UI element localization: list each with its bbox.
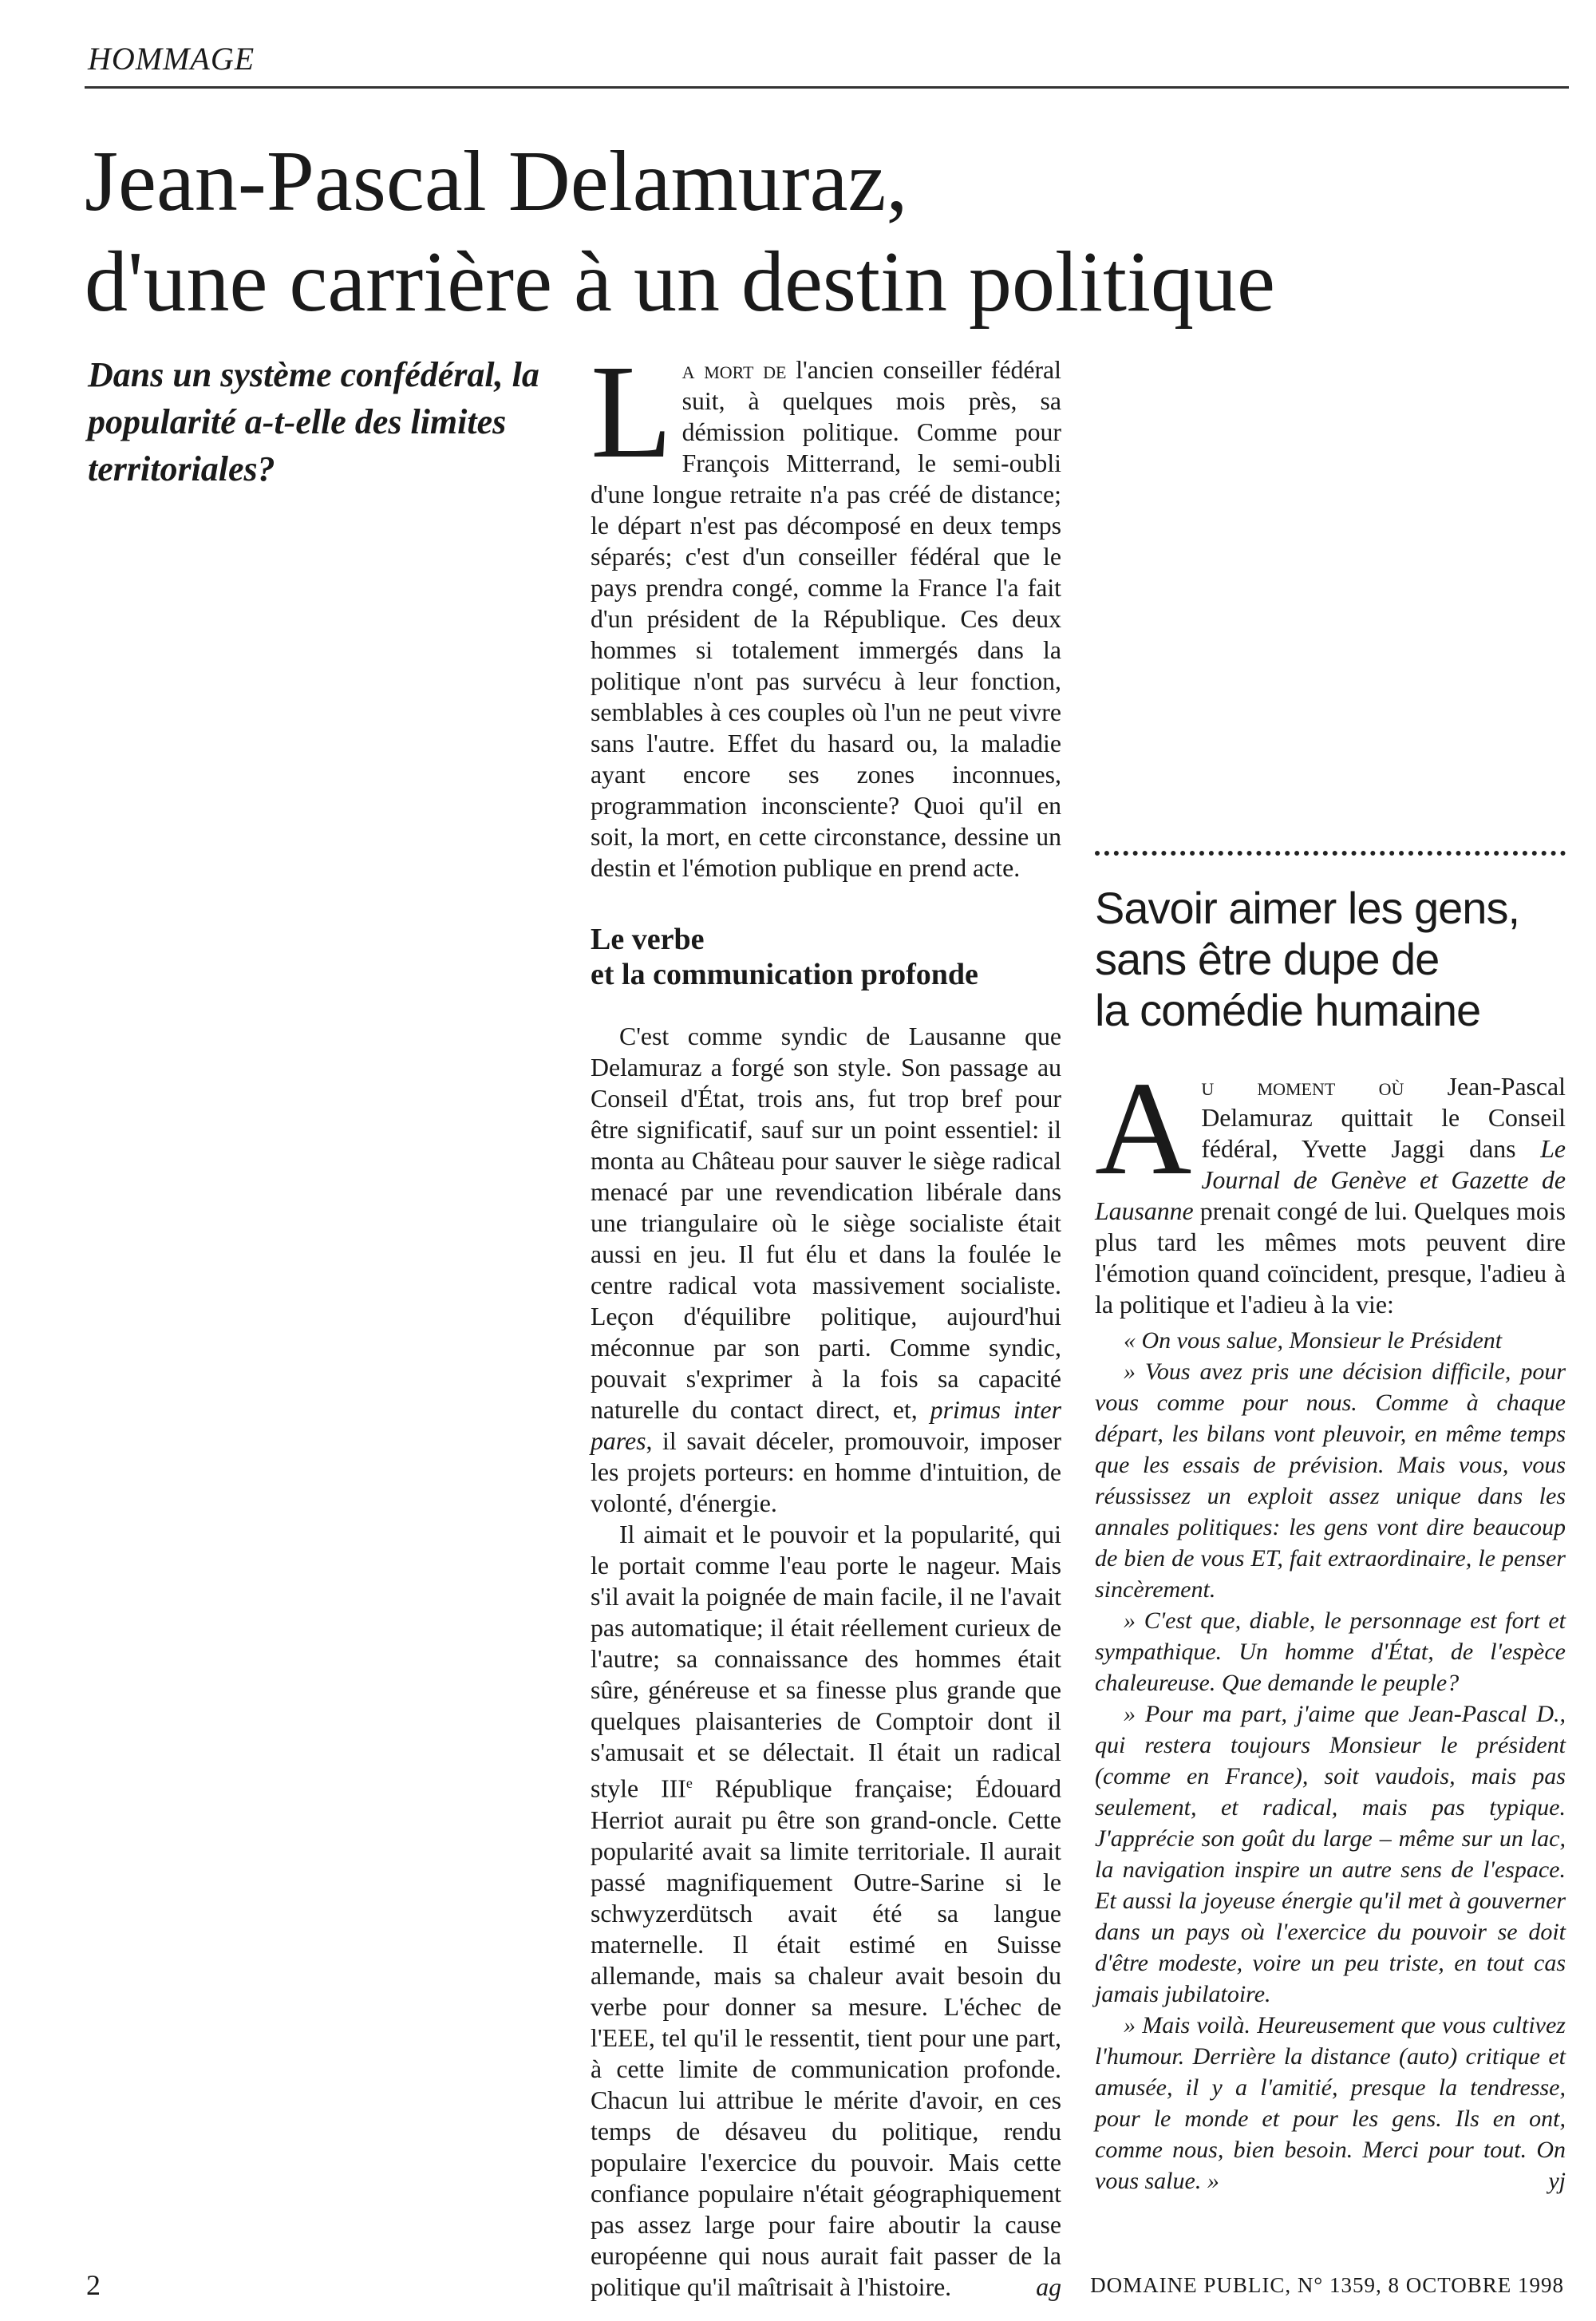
paragraph-3-text-a: Il aimait et le pouvoir et la popularité, qui le portait comme l'eau porte le nageur. Mais s'il avait la poignée de main facile, il ne l'avait pas automatique; il était réellement curieux de l'autre; sa connaissance des hommes était sûre, généreuse et sa finesse plus grande que quelques plaisanteries de Comptoir dont il s'amusait et se délectait. Il était un radical style III (591, 1520, 1061, 1803)
side-intro-text-a: Jean-Pascal Delamuraz quittait le Conseil fédéral, Yvette Jaggi dans (1201, 1073, 1566, 1163)
quote-paragraph: » Pour ma part, j'aime que Jean-Pascal D., qui restera toujours Monsieur le président (comme en France), soit vaudois, mais pas seulement, et radical, mais pas typique. J'apprécie son goût du large – même sur un lac, la navigation inspire un autre sens de l'espace. Et aussi la joyeuse énergie qu'il met à gouverner dans un pays où l'exercice du pouvoir se doit d'être modeste, voire un peu triste, en tout cas jamais jubilatoire. (1095, 1701, 1566, 2007)
title-line-1: Jean-Pascal Delamuraz, (85, 134, 908, 229)
paragraph-3-text-b: République française; Édouard Herriot aurait pu être son grand-oncle. Cette popularité avait sa limite territoriale. Il aurait passé magnifiquement Outre-Sarine si le schwyzerdütsch avait été sa langue maternelle. Il était estimé en Suisse allemande, mais sa chaleur avait besoin du verbe pour donner sa mesure. L'échec de l'EEE, tel qu'il le ressentit, tient pour une part, à cette limite de communication profonde. Chacun lui attribue le mérite d'avoir, en ces temps de désaveu du politique, rendu populaire l'exercice du pouvoir. Mais cette confiance populaire n'était géographiquement pas assez large pour faire aboutir la cause européenne qui nous aurait fait passer de la politique qu'il maîtrisait à l'histoire. (591, 1774, 1061, 2301)
section-rubric: HOMMAGE (88, 41, 255, 77)
side-title-line-2: sans être dupe de (1095, 934, 1440, 984)
quote-paragraph: » C'est que, diable, le personnage est fort et sympathique. Un homme d'État, de l'espèce chaleureuse. Que demande le peuple? (1095, 1607, 1566, 1696)
quote-paragraph (1095, 2010, 1566, 2196)
side-article-title (1095, 883, 1566, 1036)
side-intro-text-b: prenait congé de lui. Quelques mois plus tard les mêmes mots peuvent dire l'émotion quand coïncident, presque, l'adieu à la politique et l'adieu à la vie: (1095, 1197, 1566, 1319)
quote-paragraph: » Vous avez pris une décision difficile, pour vous comme pour nous. Comme à chaque départ, les bilans vont pleuvoir, en même temps que les essais de prévision. Mais vous, vous réussissez un exploit assez unique dans les annales politiques: les gens vont dire beaucoup de bien de vous ET, fait extraordinaire, le penser sincèrement. (1095, 1358, 1566, 1603)
subheading-line-2: et la communication profonde (591, 958, 978, 991)
subheading-line-1: Le verbe (591, 923, 705, 956)
header-rule (85, 86, 1569, 89)
paragraph-1 (591, 338, 1061, 884)
paragraph-1-text: l'ancien conseiller fédéral suit, à quelques mois près, sa démission politique. Comme pour François Mitterrand, le semi-oubli d'une longue retraite n'a pas créé de distance; le départ n'est pas décomposé en deux temps séparés; c'est d'un conseiller fédéral que le pays prendra congé, comme la France l'a fait d'un président de la République. Ces deux hommes si totalement immergés dans la politique n'ont pas survécu à leur fonction, semblables à ces couples où l'un ne peut vivre sans l'autre. Effet du hasard ou, la maladie ayant encore ses zones inconnues, programmation inconsciente? Quoi qu'il en soit, la mort, en cette circonstance, dessine un destin et l'émotion publique en prend acte. (591, 356, 1061, 882)
side-column (1095, 814, 1566, 2196)
side-title-line-3: la comédie humaine (1095, 985, 1481, 1035)
drop-cap: L (591, 338, 673, 486)
quote-block (1095, 1325, 1566, 2196)
signature: ag (1036, 2272, 1061, 2301)
paragraph-3 (591, 1519, 1061, 2303)
title-line-2: d'une carrière à un destin politique (85, 235, 1275, 330)
superscript: e (685, 1775, 693, 1791)
dotted-separator (1095, 851, 1566, 856)
paragraph-2 (591, 1021, 1061, 1519)
chapo: Dans un système confédéral, la popularité a-t-elle des limites territoriales? (88, 355, 539, 488)
newspaper-name: Le Journal de Genève et Gazette de Lausanne (1095, 1135, 1566, 1225)
quote-last-text: » Mais voilà. Heureusement que vous cultivez l'humour. Derrière la distance (auto) critique et amusée, il y a l'amitié, presque la tendresse, pour le monde et pour les gens. Ils en ont, comme nous, bien besoin. Merci pour tout. On vous salue. » (1095, 2012, 1566, 2194)
side-signature: yj (1548, 2168, 1566, 2194)
lead-smallcaps: a mort de (681, 356, 787, 384)
paragraph-2-text-b: , il savait déceler, promouvoir, imposer les projets porteurs: en homme d'intuition, de volonté, d'énergie. (591, 1427, 1061, 1517)
drop-cap-a: A (1095, 1054, 1192, 1203)
paragraph-2-text-a: C'est comme syndic de Lausanne que Delamuraz a forgé son style. Son passage au Conseil d'État, trois ans, fut trop bref pour être significatif, sauf sur un point essentiel: il monta au Château pour sauver le siège radical menacé par une revendication libérale dans une triangulaire où le siège socialiste était aussi en jeu. Il fut élu et dans la foulée le centre radical vota massivement socialiste. Leçon d'équilibre politique, aujourd'hui méconnue par son parti. Comme syndic, pouvait s'exprimer à la fois sa capacité naturelle du contact direct, et, (591, 1022, 1061, 1424)
side-title-line-1: Savoir aimer les gens, (1095, 883, 1520, 933)
latin-phrase: primus inter pares (591, 1396, 1061, 1455)
page-title (85, 132, 1569, 333)
subheading (591, 922, 1061, 992)
page-number: 2 (86, 2269, 101, 2301)
side-lead-smallcaps: u moment où (1201, 1073, 1404, 1101)
main-article-column-1 (591, 338, 1061, 2301)
quote-paragraph: « On vous salue, Monsieur le Président (1124, 1327, 1503, 1354)
publication-footer: DOMAINE PUBLIC, N° 1359, 8 OCTOBRE 1998 (1090, 2273, 1564, 2297)
side-intro (1095, 1054, 1566, 1320)
